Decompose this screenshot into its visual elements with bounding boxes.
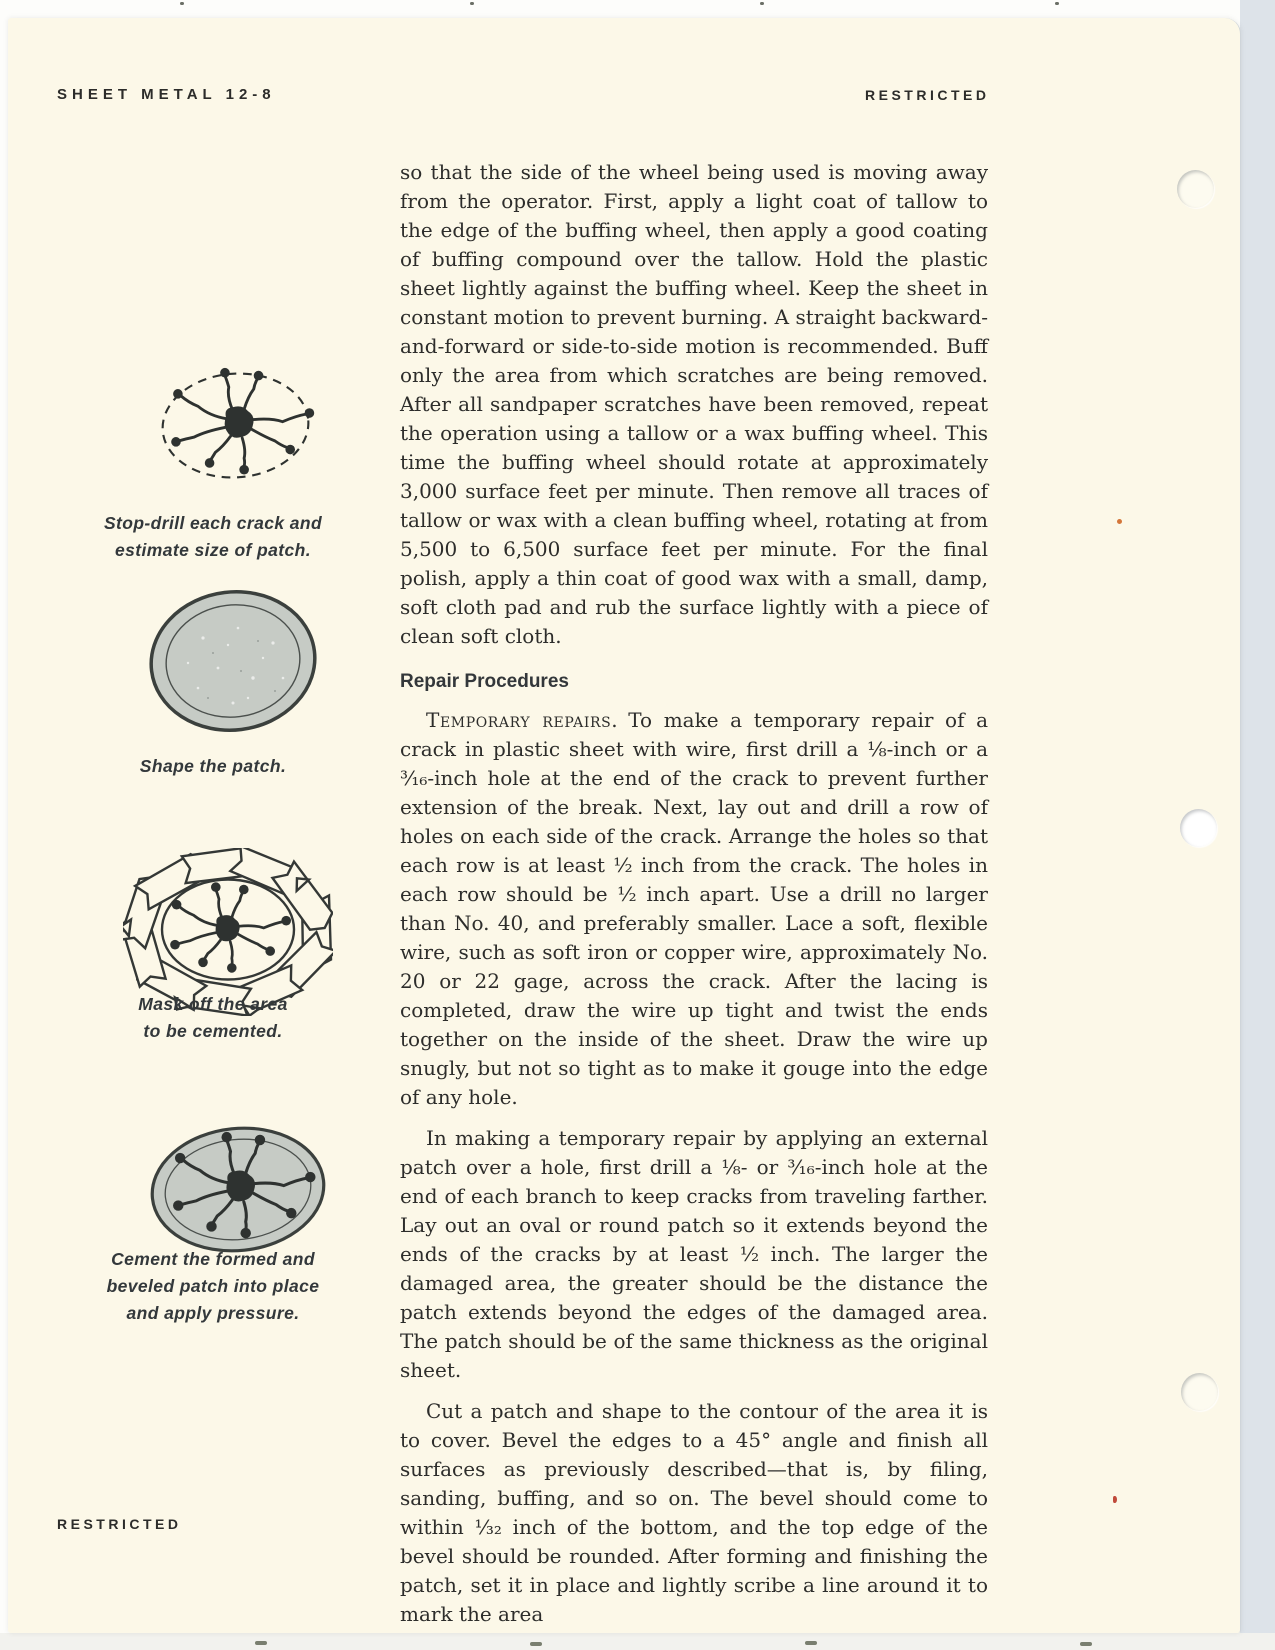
caption-line: to be cemented.	[143, 1021, 283, 1041]
paragraph-temporary-repairs	[400, 706, 988, 1112]
caption-cement-patch	[43, 1246, 383, 1327]
scan-speck	[180, 2, 184, 5]
ink-fleck	[1113, 1496, 1117, 1503]
scan-speck	[470, 2, 474, 5]
scan-speck	[805, 1641, 817, 1645]
paragraph-lead-smallcaps: Temporary repairs.	[426, 708, 619, 732]
caption-line: Cement the formed and	[111, 1249, 315, 1269]
caption-stop-drill	[43, 510, 383, 564]
caption-mask-area	[43, 991, 383, 1045]
paragraph-buffing: so that the side of the wheel being used is moving away from the operator. First, apply a light coat of tallow to the edge of the buffing wheel, then apply a good coating of buffing compound over the tallow. Hold the plastic sheet lightly against the buffing wheel. Keep the sheet in constant motion to prevent burning. A straight backward-and-forward or side-to-side motion is recommended. Buff only the area from which scratches are being removed. After all sandpaper scratches have been removed, repeat the operation using a tallow or a wax buffing wheel. This time the buffing wheel should rotate at approximately 3,000 surface feet per minute. Then remove all traces of tallow or wax with a clean buffing wheel, rotating at from 5,500 to 6,500 surface feet per minute. For the final polish, apply a thin coat of good wax with a small, damp, soft cloth pad and rub the surface lightly with a piece of clean soft cloth.	[400, 160, 988, 648]
paragraph-cut-patch: Cut a patch and shape to the contour of the area it is to cover. Bevel the edges to a 45° angle and finish all surfaces as previously described—that is, by filing, sanding, buffing, and so on. The bevel should come to within ¹⁄₃₂ inch of the bottom, and the top edge of the bevel should be rounded. After forming and finishing the patch, set it in place and lightly scribe a line around it to mark the area	[400, 1399, 988, 1626]
figure-stop-drill-crack	[153, 366, 318, 486]
scan-speck	[1055, 2, 1059, 5]
page-footer-classification: RESTRICTED	[57, 1516, 182, 1532]
page-header-classification: RESTRICTED	[865, 87, 990, 103]
caption-line: estimate size of patch.	[115, 540, 311, 560]
caption-line: beveled patch into place	[106, 1276, 320, 1296]
caption-shape-patch	[43, 753, 383, 780]
section-heading: Repair Procedures	[400, 671, 569, 692]
scan-speck	[1080, 1642, 1092, 1646]
punch-hole-bottom	[1181, 1373, 1218, 1411]
ink-fleck	[1117, 519, 1122, 524]
figure-cemented-patch	[143, 1120, 333, 1263]
punch-hole-top	[1177, 170, 1214, 208]
scan-speck	[255, 1641, 267, 1645]
figure-shaped-patch	[143, 583, 323, 743]
body-text-column	[400, 158, 988, 1641]
scan-speck	[530, 1642, 542, 1646]
page-header-doc-id: SHEET METAL 12-8	[57, 86, 276, 103]
punch-hole-middle	[1180, 809, 1217, 847]
paragraph-external-patch: In making a temporary repair by applying an external patch over a hole, first drill a ⅛- or ³⁄₁₆-inch hole at the end of each branch to keep cracks from traveling farther. Lay out an oval or round patch so it extends beyond the ends of the cracks by at least ½ inch. The larger the damaged area, the greater should be the distance the patch extends beyond the edges of the damaged area. The patch should be of the same thickness as the original sheet.	[400, 1126, 988, 1382]
caption-line: Mask off the area	[138, 994, 288, 1014]
paragraph-temporary-repairs-text: To make a temporary repair of a crack in plastic sheet with wire, first drill a ⅛-inch or a ³⁄₁₆-inch hole at the end of the crack to prevent further extension of the break. Next, lay out and drill a row of holes on each side of the crack. Arrange the holes so that each row is at least ½ inch from the crack. The holes in each row should be ½ inch apart. Use a drill no larger than No. 40, and preferably smaller. Lace a soft, flexible wire, such as soft iron or copper wire, approximately No. 20 or 22 gage, across the crack. After the lacing is completed, draw the wire up tight and twist the ends together on the inside of the sheet. Draw the wire up snugly, but not so tight as to make it gouge into the edge of any hole.	[400, 708, 989, 1109]
caption-line: Shape the patch.	[139, 756, 287, 776]
caption-line: Stop-drill each crack and	[103, 513, 323, 533]
scanner-background-right	[1240, 0, 1275, 1650]
document-page	[8, 18, 1241, 1633]
scan-speck	[760, 2, 764, 5]
caption-line: and apply pressure.	[126, 1303, 300, 1323]
